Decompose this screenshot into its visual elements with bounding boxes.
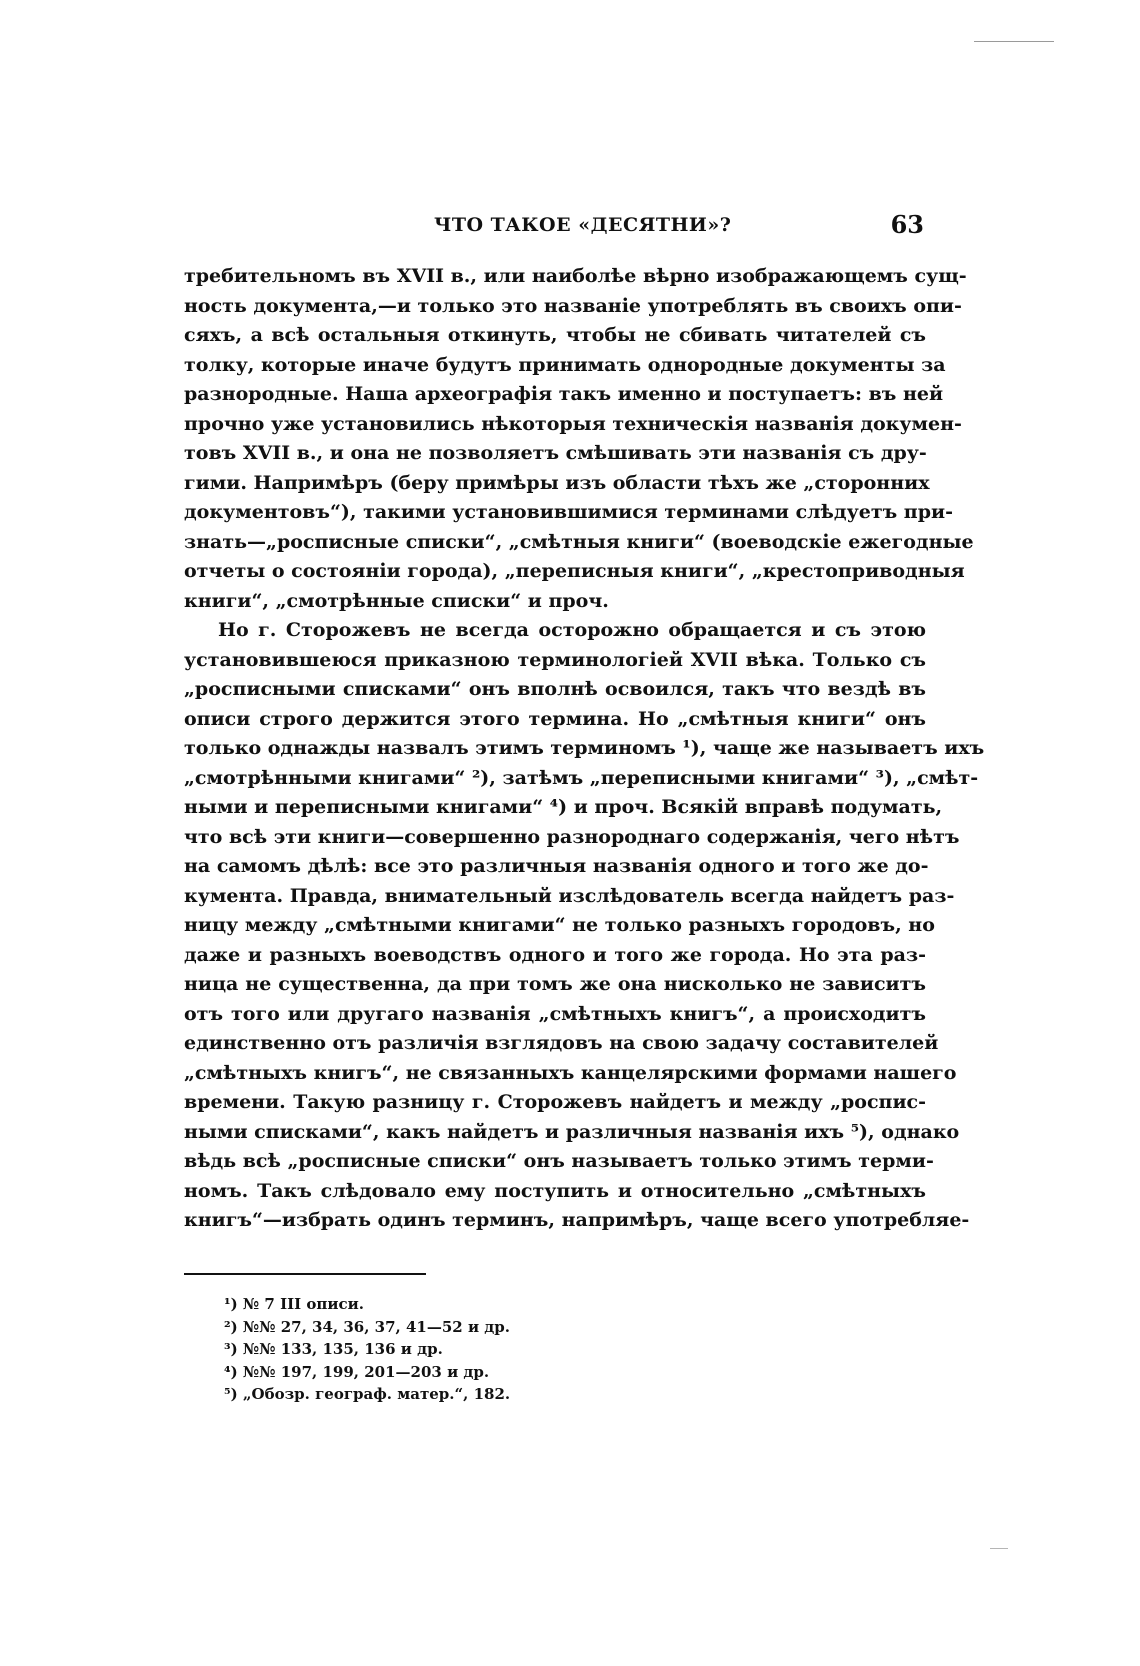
footnote: ¹) № 7 III описи. <box>224 1295 364 1313</box>
top-edge-rule <box>974 41 1054 42</box>
text-line: единственно отъ различія взглядовъ на свою задачу составителей <box>184 1032 939 1054</box>
text-line: знать—„росписные списки“, „смѣтныя книги“ (воеводскіе ежегодные <box>184 530 974 553</box>
text-line: только однажды назвалъ этимъ терминомъ ¹), чаще же называетъ ихъ <box>184 737 985 759</box>
footnote: ³) №№ 133, 135, 136 и др. <box>224 1340 443 1358</box>
page-number: 63 <box>890 210 924 239</box>
text-line: на самомъ дѣлѣ: все это различныя названія одного и того же до- <box>184 855 929 877</box>
paragraph-1 <box>184 262 974 616</box>
page-header <box>184 210 926 242</box>
text-line: сяхъ, а всѣ остальныя откинуть, чтобы не сбивать читателей съ <box>184 324 926 346</box>
text-line: описи строго держится этого термина. Но „смѣтныя книги“ онъ <box>184 707 926 730</box>
text-line: времени. Такую разницу г. Сторожевъ найдетъ и между „роспис- <box>184 1091 926 1113</box>
footnote: ²) №№ 27, 34, 36, 37, 41—52 и др. <box>224 1317 511 1336</box>
text-line: что всѣ эти книги—совершенно разнороднаго содержанія, чего нѣтъ <box>184 825 960 848</box>
footnote-separator <box>184 1273 426 1275</box>
text-line: разнородные. Наша археографія такъ именно и поступаетъ: въ ней <box>184 383 944 405</box>
text-line: толку, которые иначе будутъ принимать однородные документы за <box>184 353 946 376</box>
text-line: установившеюся приказною терминологіей XVII вѣка. Только съ <box>184 648 926 671</box>
text-line: требительномъ въ XVII в., или наиболѣе вѣрно изображающемъ сущ- <box>184 265 967 287</box>
text-line: ными и переписными книгами“ ⁴) и проч. Всякій вправѣ подумать, <box>184 796 943 818</box>
text-line: даже и разныхъ воеводствъ одного и того же города. Но эта раз- <box>184 943 926 966</box>
text-line: „смѣтныхъ книгъ“, не связанныхъ канцелярскими формами нашего <box>184 1061 957 1084</box>
text-line: кумента. Правда, внимательный изслѣдователь всегда найдетъ раз- <box>184 884 955 907</box>
footnote: ⁴) №№ 197, 199, 201—203 и др. <box>224 1362 490 1381</box>
text-line: ницу между „смѣтными книгами“ не только разныхъ городовъ, но <box>184 914 935 936</box>
text-line: ными списками“, какъ найдетъ и различныя названія ихъ ⁵), однако <box>184 1120 960 1143</box>
running-title: ЧТО ТАКОЕ «ДЕСЯТНИ»? <box>434 214 732 236</box>
text-line: гими. Напримѣръ (беру примѣры изъ области тѣхъ же „сторонних <box>184 471 930 494</box>
text-line: отъ того или другаго названія „смѣтныхъ книгъ“, а происходитъ <box>184 1002 926 1025</box>
text-line: документовъ“), такими установившимися терминами слѣдуетъ при- <box>184 501 953 523</box>
text-line: прочно уже установились нѣкоторыя техническія названія докумен- <box>184 412 962 435</box>
body-text <box>184 262 985 1236</box>
bottom-edge-mark <box>990 1548 1008 1549</box>
paragraph-2 <box>184 616 985 1236</box>
text-line: вѣдь всѣ „росписные списки“ онъ называетъ только этимъ терми- <box>184 1150 934 1172</box>
text-line: ность документа,—и только это названіе употреблять въ своихъ опи- <box>184 294 962 317</box>
text-line: товъ XVII в., и она не позволяетъ смѣшивать эти названія съ дру- <box>184 442 927 464</box>
footnote: ⁵) „Обозр. географ. матер.“, 182. <box>224 1385 511 1403</box>
text-line: „росписными списками“ онъ вполнѣ освоился, такъ что вездѣ въ <box>184 678 926 700</box>
text-line: Но г. Сторожевъ не всегда осторожно обращается и съ этою <box>218 619 926 641</box>
text-line: ница не существенна, да при томъ же она нисколько не зависитъ <box>184 973 926 995</box>
text-line: „смотрѣнными книгами“ ²), затѣмъ „переписными книгами“ ³), „смѣт- <box>184 766 979 789</box>
text-line: отчеты о состояніи города), „переписныя книги“, „крестоприводныя <box>184 560 965 582</box>
text-line: номъ. Такъ слѣдовало ему поступить и относительно „смѣтныхъ <box>184 1179 926 1202</box>
text-line: книгъ“—избрать одинъ терминъ, напримѣръ, чаще всего употребляе- <box>184 1209 970 1231</box>
footnotes <box>224 1293 744 1406</box>
text-line: книги“, „смотрѣнные списки“ и проч. <box>184 589 609 612</box>
